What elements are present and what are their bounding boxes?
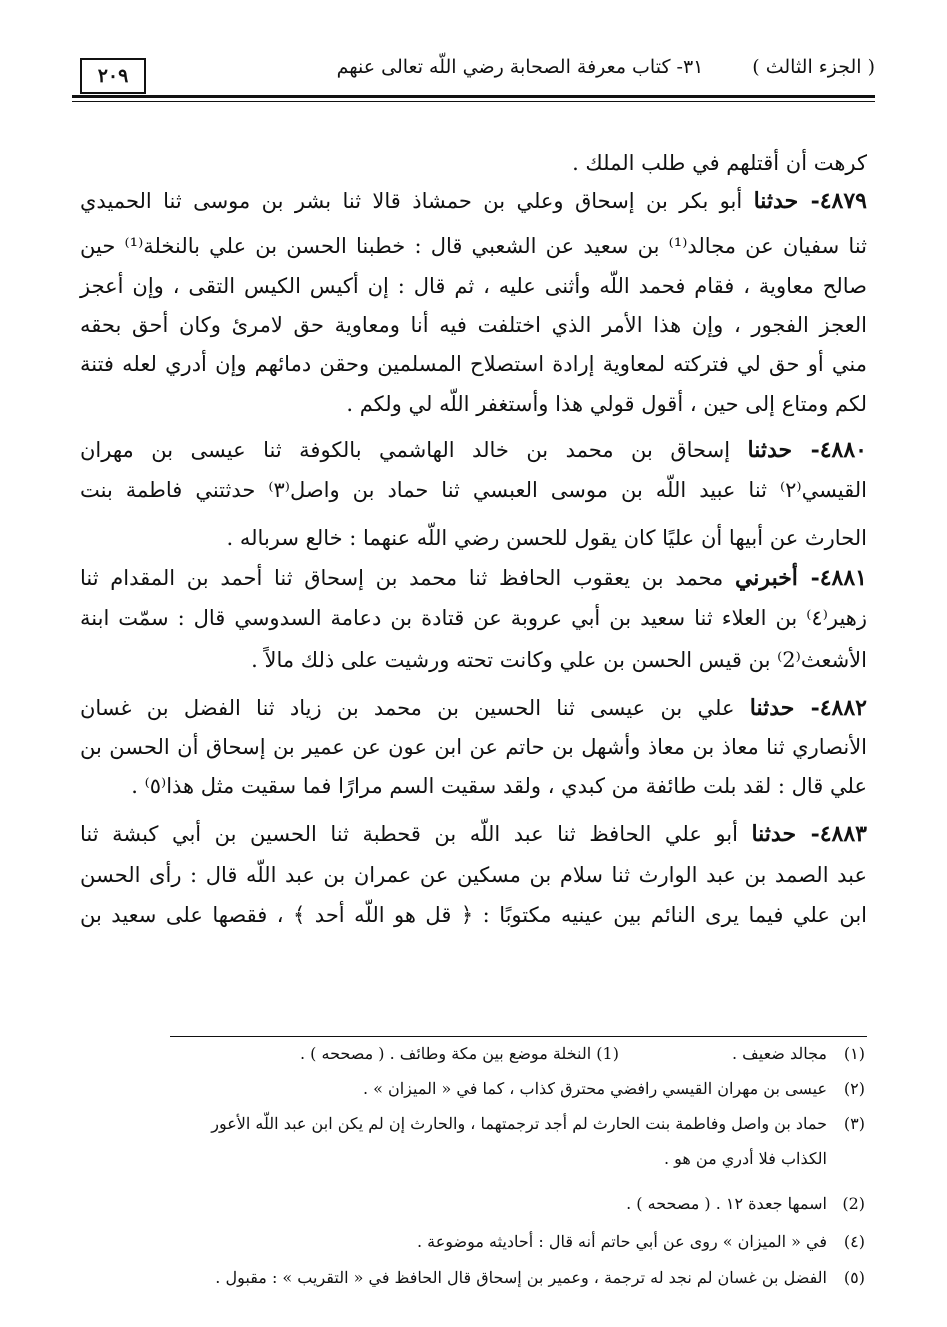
hadith-number: ٤٨٨٣- [796,821,867,847]
hadith-start-line [80,432,867,468]
hadith-start-line [80,560,867,596]
line-text: مني أو حق لي فتركته لمعاوية إرادة استصلاح المسلمين وحقن دمائهم وإن أدري لعله فتنة [80,352,867,376]
text-line [80,729,867,765]
line-text: ثنا سفيان عن مجالد⁽¹⁾ بن سعيد عن الشعبي قال : خطبنا الحسن بن علي بالنخلة⁽¹⁾ حين [80,234,867,258]
line-text: الحارث عن أبيها أن عليًا كان يقول للحسن رضي اللّه عنهما : خالع سرباله . [226,526,867,550]
line-text: العجز الفجور ، وإن هذا الأمر الذي اختلفت فيه أنا ومعاوية حق لامرئ وكان أحق بحقه [80,313,867,337]
text-line [80,472,867,508]
footnote-3-cont: الكذاب فلا أدري من هو . [663,1149,827,1168]
page-number: ٢٠٩ [80,58,146,94]
footnote-4: (٤)في « الميزان » روى عن أبي حاتم أنه قال : أحاديثه موضوعة . [416,1232,865,1251]
text-line [80,386,867,422]
hadith-head-word: حدثنا [747,437,793,463]
hadith-number: ٤٨٨٢- [794,695,867,721]
line-text: الأشعث⁽2⁾ بن قيس الحسن بن علي وكانت تحته ورشيت على ذلك مالاً . [251,648,867,672]
text-line [80,268,867,304]
volume-label: ( الجزء الثالث ) [752,56,875,78]
footnote-2-latin: (2)اسمها جعدة ١٢ . ( مصححه ) . [626,1194,865,1213]
hadith-head-word: حدثنا [751,821,797,847]
line-text: محمد بن يعقوب الحافظ ثنا محمد بن إسحاق ثنا أحمد بن المقدام ثنا [80,566,735,590]
hadith-start-line [80,690,867,726]
hadith-number: ٤٨٨٠- [792,437,867,463]
hadith-head-word: حدثنا [749,695,795,721]
footnote-5: (٥)الفضل بن غسان لم نجد له ترجمة ، وعمير بن إسحاق قال الحافظ في « التقريب » : مقبول . [215,1268,865,1287]
footnote-1: (١)مجالد ضعيف . [732,1044,865,1063]
line-text: أبو بكر بن إسحاق وعلي بن حمشاذ قالا ثنا بشر بن موسى ثنا الحميدي [80,189,754,213]
line-text: ابن علي فيما يرى النائم بين عينيه مكتوبًا : ﴿ قل هو اللّه أحد ﴾ ، فقصها على سعيد بن [80,903,867,927]
line-text: عبد الصمد بن عبد الوارث ثنا سلام بن مسكين عن عمران بن عبد اللّه قال : رأى الحسن [80,863,867,887]
line-text: علي بن عيسى ثنا الحسين بن محمد بن زياد ثنا الفضل بن غسان [80,696,750,720]
footnote-separator [170,1036,867,1037]
chapter-title: ٣١- كتاب معرفة الصحابة رضي اللّه تعالى عنهم [336,56,704,78]
text-line [80,228,867,264]
line-text: القيسي⁽٢⁾ ثنا عبيد اللّه بن موسى العبسي ثنا حماد بن واصل⁽٣⁾ حدثتني فاطمة بنت [80,478,868,502]
text-line [80,307,867,343]
line-text: كرهت أن أقتلهم في طلب الملك . [572,151,867,175]
line-text: زهير⁽٤⁾ بن العلاء ثنا سعيد بن أبي عروبة عن قتادة بن دعامة السدوسي قال : سمّت ابنة [80,606,867,630]
footnote-2: (٢)عيسى بن مهران القيسي رافضي محترق كذاب ، كما في « الميزان » . [362,1079,865,1098]
hadith-number: ٤٨٧٩- [798,188,867,214]
text-line [80,897,867,933]
line-text: صالح معاوية ، فقام فحمد اللّه وأثنى عليه ، ثم قال : إن أكيس الكيس التقى ، وإن أعجز [80,274,867,298]
footnote-1-latin: (1) النخلة موضع بين مكة وطائف . ( مصححه ) . [300,1044,619,1063]
hadith-start-line [80,816,867,852]
line-text: الأنصاري ثنا معاذ بن معاذ وأشهل بن حاتم عن ابن عون عن عمير بن إسحاق أن الحسن بن [80,735,868,759]
line-text: علي قال : لقد بلت طائفة من كبدي ، ولقد سقيت السم مرارًا فما سقيت مثل هذا⁽٥⁾ . [131,774,867,798]
line-text: إسحاق بن محمد بن خالد الهاشمي بالكوفة ثنا عيسى بن مهران [80,438,748,462]
header-rule-thin [72,101,875,102]
text-line [80,346,867,382]
hadith-head-word: أخبرني [734,565,798,591]
footnote-3: (٣)حماد بن واصل وفاطمة بنت الحارث لم أجد ترجمتهما ، والحارث إن لم يكن ابن عبد اللّه الأعور [211,1114,865,1133]
page-header [70,44,877,87]
hadith-head-word: حدثنا [753,188,799,214]
text-line [80,768,867,804]
text-line [80,145,867,181]
text-line [80,520,867,556]
line-text: أبو علي الحافظ ثنا عبد اللّه بن قحطبة ثنا الحسين بن أبي كبشة ثنا [80,822,752,846]
text-line [80,857,867,893]
text-line [80,600,867,636]
hadith-number: ٤٨٨١- [797,565,867,591]
hadith-start-line [80,183,867,219]
text-line [80,642,867,678]
line-text: لكم ومتاع إلى حين ، أقول قولي هذا وأستغفر اللّه لي ولكم . [346,392,867,416]
header-rule [72,95,875,98]
